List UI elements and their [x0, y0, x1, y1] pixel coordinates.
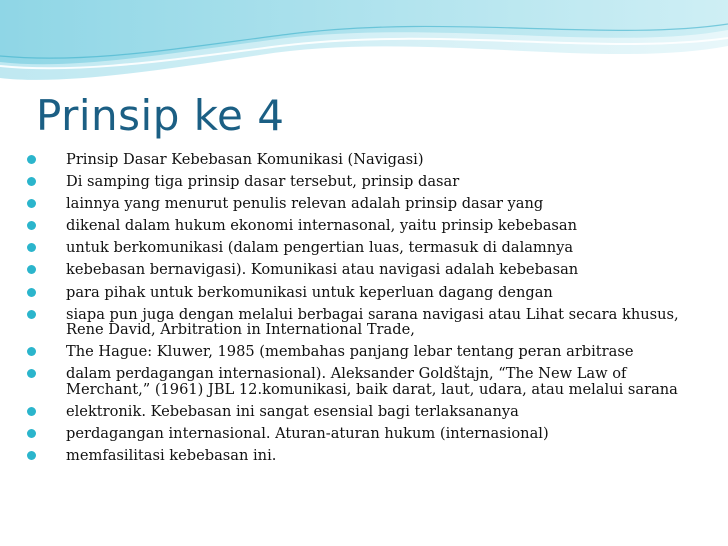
bullet-item — [24, 404, 684, 420]
bullet-text: Di samping tiga prinsip dasar tersebut, prinsip dasar — [66, 173, 460, 191]
bullet-dot-icon — [27, 347, 36, 356]
bullet-text: elektronik. Kebebasan ini sangat esensial bagi terlaksananya — [66, 402, 519, 420]
bullet-text: memfasilitasi kebebasan ini. — [66, 447, 277, 465]
bullet-text: untuk berkomunikasi (dalam pengertian luas, termasuk di dalamnya — [66, 239, 574, 257]
bullet-text: para pihak untuk berkomunikasi untuk keperluan dagang dengan — [66, 283, 553, 301]
bullet-dot-icon — [27, 221, 36, 230]
slide-title: Prinsip ke 4 — [36, 91, 285, 140]
bullet-dot-icon — [27, 429, 36, 438]
bullet-item — [24, 426, 684, 442]
bullet-dot-icon — [27, 310, 36, 319]
bullet-item — [24, 240, 684, 256]
bullet-text: The Hague: Kluwer, 1985 (membahas panjang lebar tentang peran arbitrase — [66, 343, 634, 361]
bullet-list — [24, 152, 684, 470]
bullet-item — [24, 174, 684, 190]
bullet-dot-icon — [27, 199, 36, 208]
bullet-item — [24, 366, 684, 397]
bullet-text: dalam perdagangan internasional). Aleksander Goldštajn, “The New Law of Merchant,” (1961) JBL 12.komunikasi, baik darat, laut, udara, atau melalui sarana — [66, 365, 678, 398]
bullet-dot-icon — [27, 407, 36, 416]
bullet-item — [24, 262, 684, 278]
bullet-item — [24, 196, 684, 212]
bullet-item — [24, 307, 684, 338]
bullet-dot-icon — [27, 155, 36, 164]
bullet-dot-icon — [27, 177, 36, 186]
bullet-text: siapa pun juga dengan melalui berbagai sarana navigasi atau Lihat secara khusus, Rene David, Arbitration in International Trade, — [66, 305, 679, 339]
bullet-item — [24, 448, 684, 464]
bullet-dot-icon — [27, 243, 36, 252]
bullet-text: kebebasan bernavigasi). Komunikasi atau navigasi adalah kebebasan — [66, 261, 579, 279]
bullet-text: lainnya yang menurut penulis relevan adalah prinsip dasar yang — [66, 195, 544, 213]
bullet-item — [24, 218, 684, 234]
bullet-dot-icon — [27, 369, 36, 378]
bullet-text: dikenal dalam hukum ekonomi internasonal, yaitu prinsip kebebasan — [66, 217, 577, 235]
bullet-text: perdagangan internasional. Aturan-aturan hukum (internasional) — [66, 425, 549, 443]
bullet-item — [24, 285, 684, 301]
bullet-text: Prinsip Dasar Kebebasan Komunikasi (Navigasi) — [66, 151, 424, 168]
bullet-dot-icon — [27, 451, 36, 460]
bullet-dot-icon — [27, 288, 36, 297]
bullet-item — [24, 152, 684, 168]
bullet-dot-icon — [27, 265, 36, 274]
bullet-item — [24, 344, 684, 360]
